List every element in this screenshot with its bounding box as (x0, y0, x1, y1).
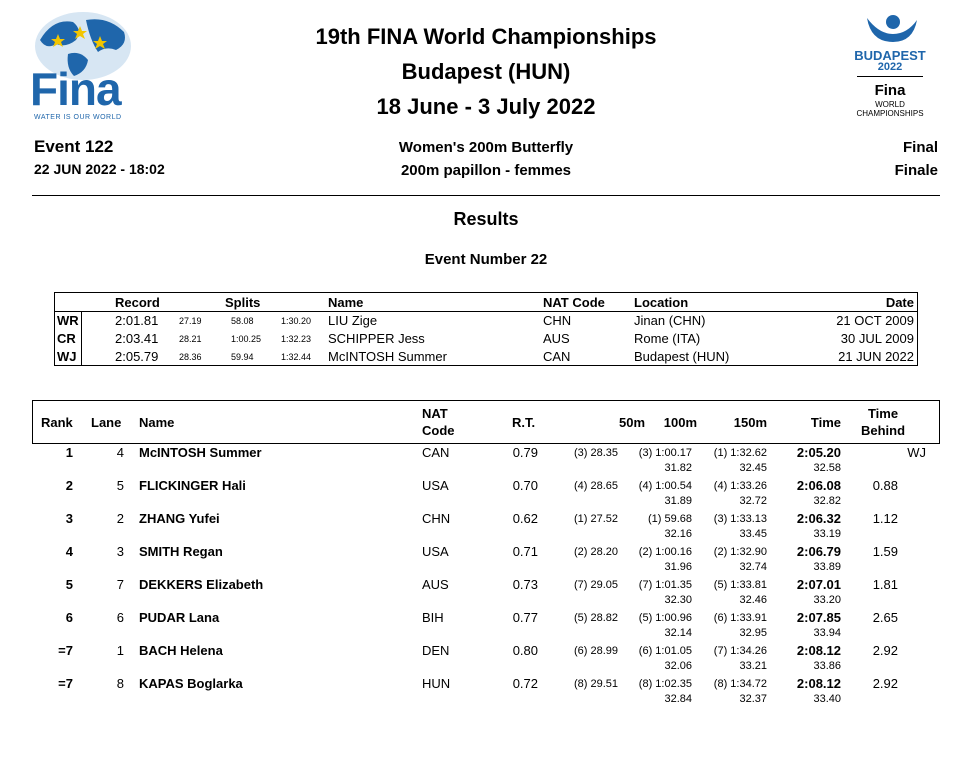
record-nat: CAN (543, 349, 571, 364)
result-rank: 3 (65, 511, 73, 526)
result-name: KAPAS Boglarka (139, 676, 243, 691)
result-name: DEKKERS Elizabeth (139, 577, 264, 592)
record-nat: AUS (543, 331, 570, 346)
result-reaction-time: 0.72 (512, 676, 538, 691)
event-datetime: 22 JUN 2022 - 18:02 (34, 161, 165, 177)
result-split-150: (5) 1:33.81 (713, 579, 767, 591)
result-record-note: WJ (907, 445, 926, 460)
result-lane: 7 (116, 577, 124, 592)
fina-logo (28, 10, 138, 125)
record-time: 2:01.81 (115, 313, 159, 328)
result-nat: DEN (422, 643, 450, 658)
result-split-150-segment: 33.21 (739, 660, 767, 672)
header-rt: R.T. (512, 415, 536, 430)
record-location: Jinan (CHN) (634, 313, 706, 328)
result-split-150-segment: 32.72 (739, 495, 767, 507)
result-time: 2:07.85 (796, 610, 841, 625)
record-location: Rome (ITA) (634, 331, 701, 346)
event-phase-en: Final (902, 139, 938, 156)
result-rank: 5 (65, 577, 73, 592)
records-header-location: Location (634, 295, 689, 310)
record-nat: CHN (543, 313, 572, 328)
championship-location: Budapest (HUN) (401, 59, 571, 84)
results-header (32, 400, 940, 444)
record-type: WJ (57, 349, 77, 364)
records-type-column-line (81, 311, 82, 365)
result-split-50: (2) 28.20 (573, 546, 618, 558)
wave-icon (863, 12, 923, 48)
result-split-100: (3) 1:00.17 (638, 447, 692, 459)
header-time: Time (810, 415, 841, 430)
record-split-1: 28.36 (179, 352, 202, 362)
result-final-segment: 32.82 (813, 495, 841, 507)
result-reaction-time: 0.77 (512, 610, 538, 625)
result-split-100-segment: 32.14 (664, 627, 692, 639)
result-final-segment: 33.86 (813, 660, 841, 672)
result-final-segment: 33.89 (813, 561, 841, 573)
year-text: 2022 (877, 61, 903, 73)
result-rank: 1 (65, 445, 73, 460)
result-lane: 4 (116, 445, 124, 460)
record-split-1: 27.19 (179, 316, 202, 326)
result-reaction-time: 0.71 (512, 544, 538, 559)
result-split-50: (4) 28.65 (573, 480, 618, 492)
result-split-100-segment: 32.30 (664, 594, 692, 606)
records-table (54, 292, 918, 366)
result-split-150: (7) 1:34.26 (713, 645, 767, 657)
result-rank: 4 (65, 544, 73, 559)
result-final-segment: 33.20 (813, 594, 841, 606)
result-time: 2:05.20 (796, 445, 841, 460)
result-rank: =7 (58, 643, 73, 658)
record-location: Budapest (HUN) (634, 349, 730, 364)
header-150m: 150m (733, 415, 767, 430)
result-split-50: (8) 29.51 (573, 678, 618, 690)
result-split-100-segment: 32.16 (664, 528, 692, 540)
result-split-50: (1) 27.52 (573, 513, 618, 525)
records-header-name: Name (328, 295, 364, 310)
header-nat: NAT (422, 406, 448, 421)
record-name: McINTOSH Summer (328, 349, 447, 364)
result-time: 2:08.12 (796, 676, 841, 691)
result-final-segment: 33.19 (813, 528, 841, 540)
fina-wordmark: Fina (30, 63, 121, 115)
result-split-100: (2) 1:00.16 (638, 546, 692, 558)
header-code: Code (422, 423, 455, 438)
result-name: ZHANG Yufei (139, 511, 220, 526)
header-time-behind-2: Behind (860, 423, 906, 438)
result-split-100: (5) 1:00.96 (638, 612, 692, 624)
result-lane: 6 (116, 610, 124, 625)
record-split-2: 1:00.25 (231, 334, 262, 344)
header-50m: 50m (619, 415, 646, 430)
result-split-150-segment: 32.46 (739, 594, 767, 606)
fina-tagline: WATER IS OUR WORLD (34, 114, 122, 121)
result-row (0, 478, 972, 511)
result-nat: USA (422, 544, 449, 559)
result-time: 2:06.32 (796, 511, 841, 526)
result-rank: 6 (65, 610, 73, 625)
header-time-behind-1: Time (867, 406, 899, 421)
result-name: McINTOSH Summer (139, 445, 262, 460)
result-time-behind: 0.88 (872, 478, 898, 493)
result-row (0, 445, 972, 478)
record-type: WR (57, 313, 79, 328)
result-lane: 3 (116, 544, 124, 559)
result-time-behind: 1.12 (872, 511, 898, 526)
results-title: Results (453, 209, 519, 229)
result-split-100: (8) 1:02.35 (638, 678, 692, 690)
result-rank: =7 (58, 676, 73, 691)
result-row (0, 610, 972, 643)
budapest-text: BUDAPEST (854, 48, 926, 63)
header-rank: Rank (41, 415, 73, 430)
result-time: 2:07.01 (796, 577, 841, 592)
record-name: LIU Zige (328, 313, 378, 328)
championship-dates: 18 June - 3 July 2022 (376, 94, 596, 119)
result-nat: CAN (422, 445, 450, 460)
result-name: FLICKINGER Hali (139, 478, 246, 493)
record-split-3: 1:32.44 (281, 352, 312, 362)
result-split-50: (5) 28.82 (573, 612, 618, 624)
result-row (0, 676, 972, 709)
record-split-3: 1:30.20 (281, 316, 312, 326)
event-number-line: Event Number 22 (424, 251, 548, 268)
result-split-100-segment: 32.06 (664, 660, 692, 672)
result-time: 2:06.79 (796, 544, 841, 559)
result-lane: 5 (116, 478, 124, 493)
result-time-behind: 2.65 (872, 610, 898, 625)
event-name-en: Women's 200m Butterfly (398, 139, 574, 156)
result-split-100: (1) 59.68 (647, 513, 692, 525)
result-split-50: (6) 28.99 (573, 645, 618, 657)
result-reaction-time: 0.73 (512, 577, 538, 592)
result-final-segment: 32.58 (813, 462, 841, 474)
header-100m: 100m (663, 415, 697, 430)
result-time-behind: 1.81 (872, 577, 898, 592)
record-date: 21 JUN 2022 (838, 349, 914, 364)
result-lane: 1 (116, 643, 124, 658)
event-name-fr: 200m papillon - femmes (400, 162, 572, 179)
result-split-150: (1) 1:32.62 (713, 447, 767, 459)
result-reaction-time: 0.62 (512, 511, 538, 526)
records-header-line (55, 311, 917, 312)
result-nat: AUS (422, 577, 449, 592)
records-header-nat: NAT Code (543, 295, 605, 310)
result-split-150: (4) 1:33.26 (713, 480, 767, 492)
result-split-100-segment: 32.84 (664, 693, 692, 705)
record-split-2: 58.08 (231, 316, 254, 326)
record-split-1: 28.21 (179, 334, 202, 344)
header-name: Name (139, 415, 175, 430)
record-name: SCHIPPER Jess (328, 331, 425, 346)
record-date: 30 JUL 2009 (840, 331, 914, 346)
result-time: 2:06.08 (796, 478, 841, 493)
event-phase-fr: Finale (894, 162, 938, 179)
result-rank: 2 (65, 478, 73, 493)
result-nat: USA (422, 478, 449, 493)
result-split-50: (7) 29.05 (573, 579, 618, 591)
result-time-behind: 2.92 (872, 676, 898, 691)
result-lane: 8 (116, 676, 124, 691)
record-type: CR (57, 331, 76, 346)
result-split-100: (6) 1:01.05 (638, 645, 692, 657)
result-split-100-segment: 31.82 (664, 462, 692, 474)
result-time-behind: 1.59 (872, 544, 898, 559)
result-row (0, 511, 972, 544)
championship-title: 19th FINA World Championships (315, 24, 657, 49)
record-date: 21 OCT 2009 (836, 313, 914, 328)
result-reaction-time: 0.70 (512, 478, 538, 493)
result-reaction-time: 0.79 (512, 445, 538, 460)
result-split-150: (2) 1:32.90 (713, 546, 767, 558)
world-text: WORLD (875, 100, 905, 109)
championships-text: CHAMPIONSHIPS (856, 109, 924, 118)
records-header-date: Date (885, 295, 914, 310)
result-split-50: (3) 28.35 (573, 447, 618, 459)
result-split-150: (8) 1:34.72 (713, 678, 767, 690)
result-split-150: (6) 1:33.91 (713, 612, 767, 624)
record-split-3: 1:32.23 (281, 334, 312, 344)
result-time: 2:08.12 (796, 643, 841, 658)
result-final-segment: 33.40 (813, 693, 841, 705)
result-split-150-segment: 32.95 (739, 627, 767, 639)
fina-small-wordmark: Fina (874, 82, 906, 99)
record-time: 2:03.41 (115, 331, 159, 346)
result-split-150-segment: 33.45 (739, 528, 767, 540)
result-split-100: (7) 1:01.35 (638, 579, 692, 591)
result-nat: CHN (422, 511, 451, 526)
result-nat: BIH (422, 610, 444, 625)
header-lane: Lane (91, 415, 122, 430)
result-row (0, 577, 972, 610)
budapest-2022-logo (845, 10, 935, 125)
record-time: 2:05.79 (115, 349, 159, 364)
result-split-150: (3) 1:33.13 (713, 513, 767, 525)
records-header-splits: Splits (225, 295, 261, 310)
result-row (0, 544, 972, 577)
result-nat: HUN (422, 676, 451, 691)
result-lane: 2 (116, 511, 124, 526)
result-row (0, 643, 972, 676)
result-split-150-segment: 32.45 (739, 462, 767, 474)
result-split-100: (4) 1:00.54 (638, 480, 692, 492)
result-final-segment: 33.94 (813, 627, 841, 639)
result-split-100-segment: 31.96 (664, 561, 692, 573)
result-split-100-segment: 31.89 (664, 495, 692, 507)
result-split-150-segment: 32.37 (739, 693, 767, 705)
record-split-2: 59.94 (231, 352, 254, 362)
result-name: BACH Helena (139, 643, 223, 658)
header-divider (32, 195, 940, 196)
logo-divider (857, 76, 923, 77)
records-header-record: Record (115, 295, 160, 310)
result-name: SMITH Regan (139, 544, 223, 559)
result-name: PUDAR Lana (139, 610, 220, 625)
result-split-150-segment: 32.74 (739, 561, 767, 573)
result-time-behind: 2.92 (872, 643, 898, 658)
event-number: Event 122 (34, 137, 114, 156)
result-reaction-time: 0.80 (512, 643, 538, 658)
